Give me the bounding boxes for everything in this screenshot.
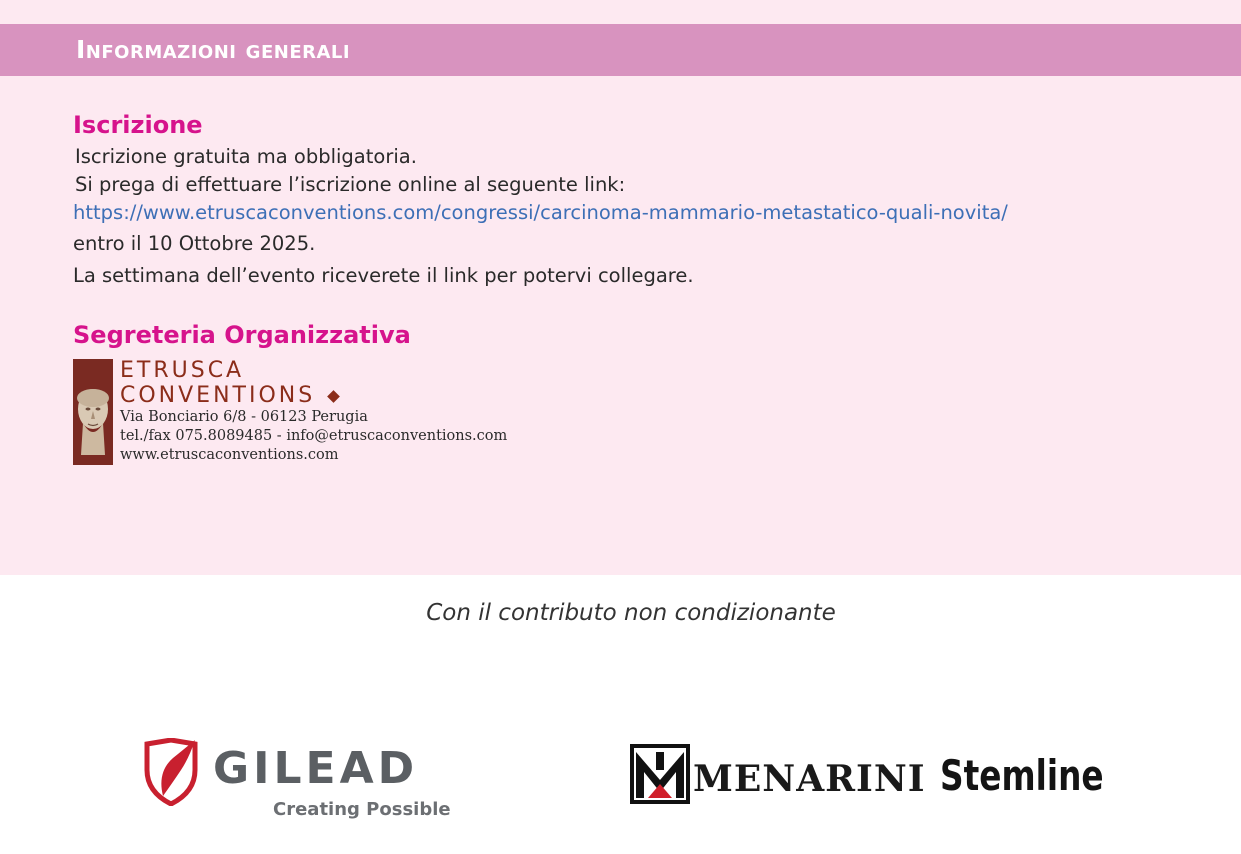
menarini-logo-icon	[630, 744, 690, 804]
gilead-tagline: Creating Possible	[273, 799, 451, 820]
secretariat-heading: Segreteria Organizzativa	[73, 321, 411, 349]
registration-heading: Iscrizione	[73, 111, 203, 139]
registration-line-free: Iscrizione gratuita ma obbligatoria.	[75, 145, 417, 168]
diamond-icon	[327, 390, 340, 403]
gilead-name: GILEAD	[213, 743, 419, 794]
secretariat-contacts: tel./fax 075.8089485 - info@etruscaconventions.com	[120, 428, 508, 444]
secretariat-website: www.etruscaconventions.com	[120, 447, 339, 463]
page-title: Informazioni generali	[76, 35, 351, 64]
secretariat-address: Via Bonciario 6/8 - 06123 Perugia	[120, 409, 368, 425]
registration-link[interactable]: https://www.etruscaconventions.com/congressi/carcinoma-mammario-metastatico-quali-novita/	[73, 201, 1008, 224]
etrusca-logo-icon	[73, 359, 113, 465]
menarini-name: MENARINI	[693, 758, 926, 800]
registration-connection-note: La settimana dell’evento riceverete il link per potervi collegare.	[73, 264, 694, 287]
etrusca-brand-line1: ETRUSCA	[120, 358, 245, 383]
stemline-name: Stemline	[940, 751, 1104, 800]
etrusca-brand-line2: CONVENTIONS	[120, 383, 316, 408]
sponsor-caption: Con il contributo non condizionante	[426, 600, 836, 626]
registration-line-instructions: Si prega di effettuare l’iscrizione online al seguente link:	[75, 173, 626, 196]
etrusca-brand-row	[120, 384, 338, 408]
gilead-logo-icon	[143, 738, 199, 806]
registration-deadline: entro il 10 Ottobre 2025.	[73, 232, 316, 255]
